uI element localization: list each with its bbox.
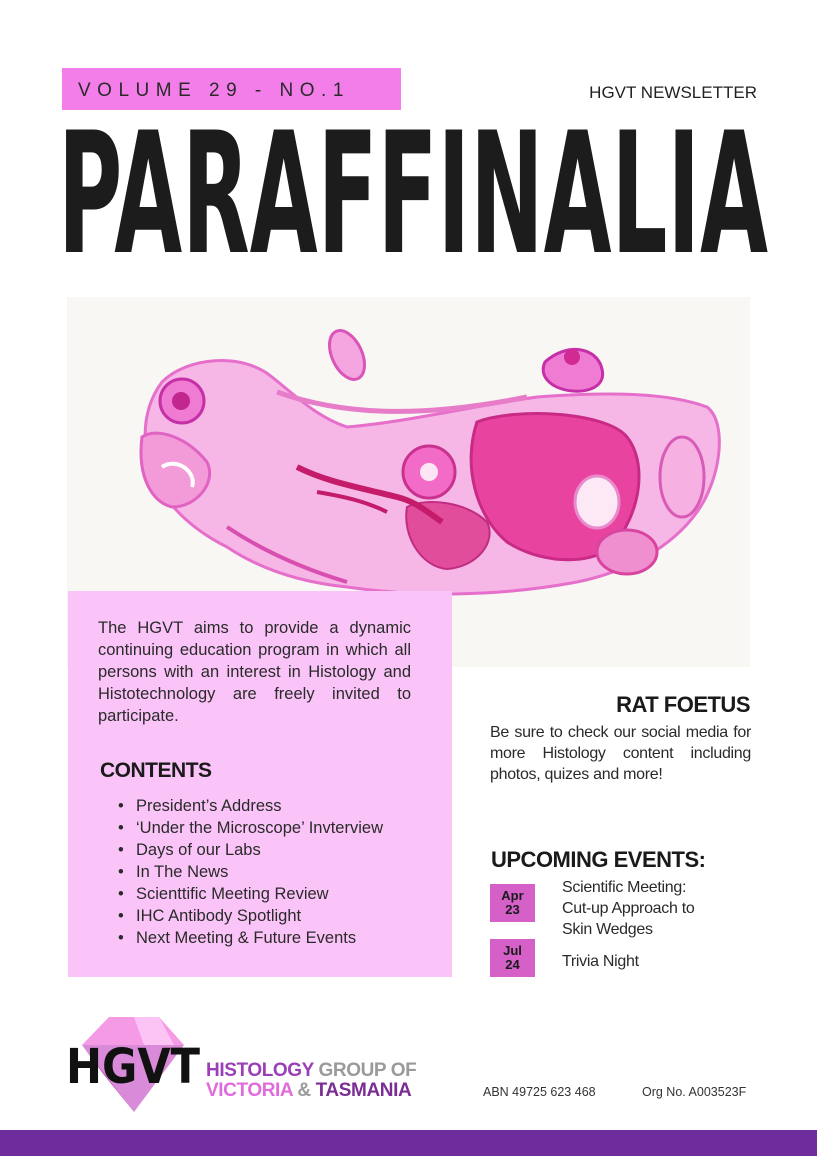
footer-bar: [0, 1130, 817, 1156]
org-name-part: HISTOLOGY: [206, 1060, 314, 1081]
abn-number: ABN 49725 623 468: [483, 1085, 596, 1099]
contents-list: [118, 795, 383, 949]
contents-title: CONTENTS: [100, 759, 212, 782]
contents-item: • ‘Under the Microscope’ Invterview: [118, 817, 383, 839]
event-description: [562, 951, 639, 972]
event-line: Trivia Night: [562, 953, 639, 970]
volume-number: VOLUME 29 - NO.1: [78, 80, 350, 101]
image-caption-body: Be sure to check our social media for more Histology content including photos, quizes and more!: [490, 724, 751, 783]
event-date-badge: [490, 884, 535, 922]
upcoming-events-title: UPCOMING EVENTS:: [491, 847, 706, 872]
org-name-part: VICTORIA: [206, 1080, 293, 1101]
event-line: Cut-up Approach to: [562, 900, 695, 917]
event-date-badge: [490, 939, 535, 977]
hgvt-logo: [64, 1015, 214, 1115]
event-month: Jul: [503, 943, 522, 958]
contents-item: • Days of our Labs: [118, 839, 383, 861]
intro-text: The HGVT aims to provide a dynamic continuing education program in which all persons with an interest in Histology and Histotechnology are freely invited to participate.: [98, 619, 411, 725]
org-name-part: TASMANIA: [315, 1080, 412, 1101]
newsletter-label: HGVT NEWSLETTER: [589, 83, 757, 102]
org-number: Org No. A003523F: [642, 1085, 747, 1099]
contents-item: • Scienttific Meeting Review: [118, 883, 383, 905]
event-day: 23: [505, 902, 520, 917]
event-line: Scientific Meeting:: [562, 879, 687, 896]
image-caption-title: RAT FOETUS: [616, 692, 750, 717]
event-day: 24: [505, 957, 520, 972]
masthead-title-text: PARAFFINALIA: [58, 108, 768, 268]
contents-item: • IHC Antibody Spotlight: [118, 905, 383, 927]
contents-item: • Next Meeting & Future Events: [118, 927, 383, 949]
hgvt-logo-text: HGVT: [66, 1039, 201, 1095]
hgvt-logo-mark: [64, 1015, 214, 1115]
contents-item: • In The News: [118, 861, 383, 883]
event-month: Apr: [501, 888, 524, 903]
org-name-part: GROUP OF: [313, 1060, 417, 1081]
event-line: Skin Wedges: [562, 921, 653, 938]
masthead-title: [58, 108, 770, 268]
org-name-part: &: [292, 1080, 316, 1101]
event-description: [562, 877, 694, 940]
organisation-name: [206, 1061, 416, 1101]
contents-item: • President’s Address: [118, 795, 383, 817]
